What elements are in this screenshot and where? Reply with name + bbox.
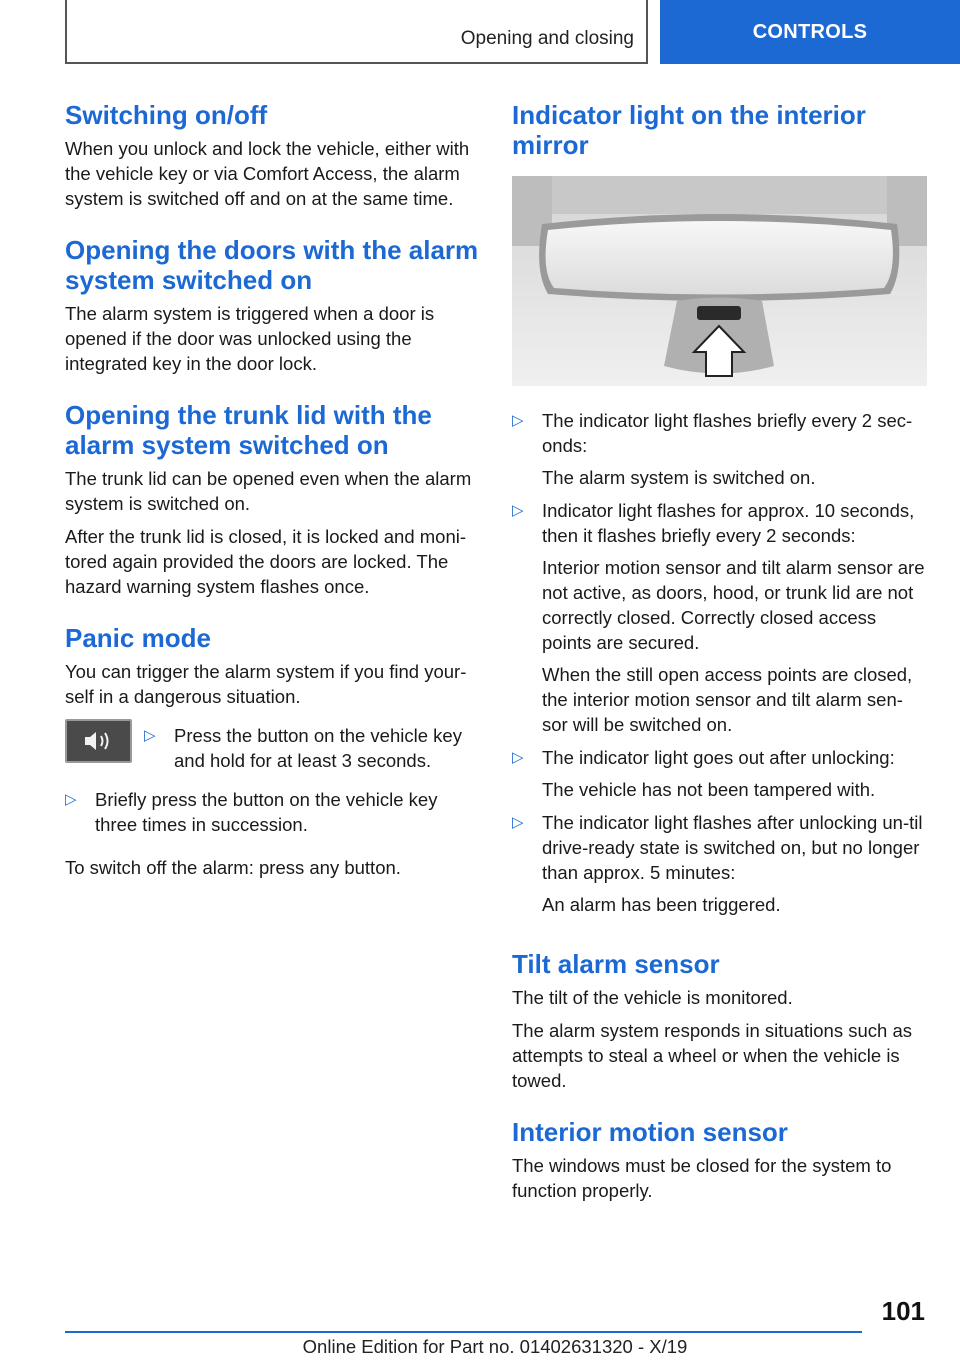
heading-opening-doors: Opening the doors with the alarm system switched on xyxy=(65,235,479,295)
list-item: ▷ Indicator light flashes for approx. 10 seconds, then it flashes briefly every 2 seconds: Interior motion sensor and tilt alarm sensor are not active, as doors, hood, or trunk lid are not correctly closed. Correctly closed access points are secured. When the still open access points are closed, the interior motion sensor and tilt alarm sen‐sor will be switched on. xyxy=(512,500,925,735)
paragraph-tilt-1: The tilt of the vehicle is monitored. xyxy=(512,987,793,1008)
paragraph-switching: When you unlock and lock the vehicle, either with the vehicle key or via Comfort Access, the alarm system is switched off and on at the same time. xyxy=(65,138,470,209)
left-column xyxy=(65,100,480,888)
triangle-bullet-icon: ▷ xyxy=(512,749,524,766)
paragraph-tilt-2: The alarm system responds in situations such as attempts to steal a wheel or when the vehicle is towed. xyxy=(512,1020,912,1091)
indicator-light-list xyxy=(512,408,927,917)
list-item: ▷ The indicator light flashes briefly every 2 sec‐onds: The alarm system is switched on. xyxy=(512,410,913,488)
triangle-bullet-icon: ▷ xyxy=(144,727,156,744)
horn-speaker-icon xyxy=(65,719,132,763)
triangle-bullet-icon: ▷ xyxy=(512,412,524,429)
triangle-bullet-icon: ▷ xyxy=(512,502,524,519)
footer-edition: Online Edition for Part no. 01402631320 - X/19 xyxy=(302,1336,688,1357)
list-item: ▷ Press the button on the vehicle key and hold for at least 3 seconds. xyxy=(144,725,462,771)
interior-mirror-image xyxy=(512,176,927,386)
heading-panic-mode: Panic mode xyxy=(65,623,211,653)
heading-interior-motion-sensor: Interior motion sensor xyxy=(512,1117,788,1147)
header-section-box xyxy=(65,0,648,64)
paragraph-switch-off-alarm: To switch off the alarm: press any button. xyxy=(65,857,401,878)
paragraph-panic-mode: You can trigger the alarm system if you find your‐self in a dangerous situation. xyxy=(65,661,467,707)
paragraph-opening-doors: The alarm system is triggered when a door is opened if the door was unlocked using the integrated key in the door lock. xyxy=(65,303,435,374)
paragraph-interior-motion: The windows must be closed for the system to function properly. xyxy=(512,1155,892,1201)
paragraph-trunk-1: The trunk lid can be opened even when the alarm system is switched on. xyxy=(65,468,472,514)
heading-indicator-light: Indicator light on the interior mirror xyxy=(512,100,866,160)
heading-tilt-alarm-sensor: Tilt alarm sensor xyxy=(512,949,720,979)
header-chapter-tab[interactable]: CONTROLS xyxy=(660,0,960,64)
panic-button-row xyxy=(65,723,480,781)
triangle-bullet-icon: ▷ xyxy=(512,814,524,831)
heading-opening-trunk: Opening the trunk lid with the alarm system switched on xyxy=(65,400,432,460)
footer-divider xyxy=(65,1331,862,1333)
paragraph-trunk-2: After the trunk lid is closed, it is locked and moni‐tored again provided the doors are locked. The hazard warning system flashes once. xyxy=(65,526,467,597)
right-column xyxy=(512,100,927,1211)
list-item: ▷ The indicator light flashes after unlocking un‐til drive-ready state is switched on, but no longer than approx. 5 minutes: An alarm has been triggered. xyxy=(512,812,923,915)
panic-list-1 xyxy=(144,723,480,781)
triangle-bullet-icon: ▷ xyxy=(65,791,77,808)
page-number: 101 xyxy=(881,1296,925,1326)
heading-switching-on-off: Switching on/off xyxy=(65,100,268,130)
list-item: ▷ Briefly press the button on the vehicle key three times in succession. xyxy=(65,789,438,835)
header-section-title: Opening and closing xyxy=(460,28,634,49)
list-item: ▷ The indicator light goes out after unlocking: The vehicle has not been tampered with. xyxy=(512,747,895,800)
panic-list-2 xyxy=(65,787,480,837)
